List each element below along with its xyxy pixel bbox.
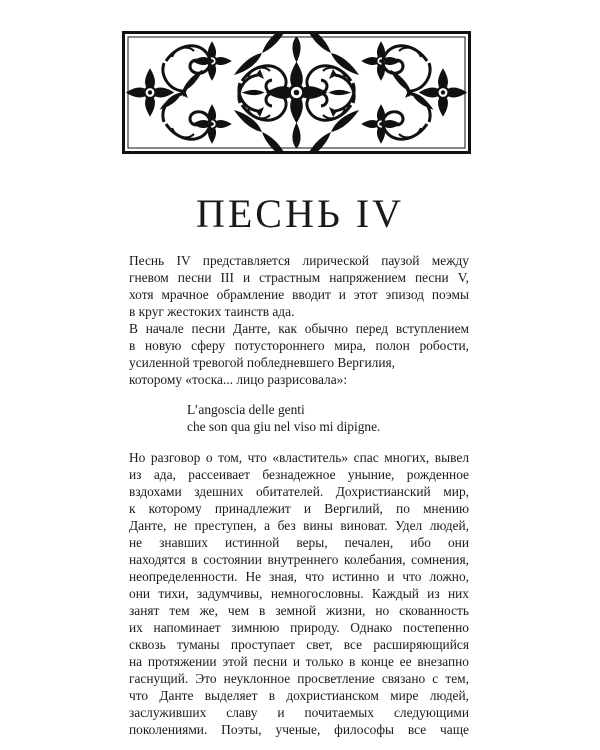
text-line: на протяжении этой песни и только в конце ее внезапно [129,654,469,669]
text-line: Песнь IV представляется лирической паузой между [129,253,469,268]
text-line: они тихи, задумчивы, немногословны. Каждый из них [129,586,469,601]
text-line: заслуживших славу и почитаемых следующими [129,705,469,720]
decorative-ornament-frame [122,31,471,154]
text-line: в круг жестоких таинств ада. [129,304,295,319]
text-line: находятся в состоянии внутреннего колебания, сомнения, [129,552,469,567]
verse-line: L’angoscia delle genti [187,402,305,417]
text-line: усиленной тревогой побледневшего Вергилия, [129,355,395,370]
text-line: вздохами здешних обитателей. Дохристианский мир, [129,484,469,499]
verse-line: che son qua giu nel viso mi dipigne. [187,419,381,434]
text-line: к которому принадлежит и Вергилий, по мнению [129,501,469,516]
text-line: занят тем же, чем в земной жизни, но скованность [129,603,469,618]
text-line: сквозь туманы проступает свет, все расширяющийся [129,637,469,652]
text-line: что Данте выделяет в дохристианском мире людей, [129,688,469,703]
text-line: в новую сферу потустороннего мира, полон робости, [129,338,469,353]
text-line: Данте, не преступен, а без вины виноват. Удел людей, [129,518,469,533]
page-title: ПЕСНЬ IV [195,191,405,236]
text-line: поколениями. Поэты, ученые, философы все чаще [129,722,469,737]
text-line: из ада, рассеивает безнадежное уныние, рожденное [129,467,469,482]
text-line: которому «тоска... лицо разрисовала»: [129,372,348,387]
text-line: их напоминает зимнюю природу. Однако постепенно [129,620,469,635]
text-line: гаснущий. Это неуклонное просветление связано с тем, [129,671,469,686]
text-line: не знавших истинной веры, печален, ибо они [129,535,469,550]
text-line: В начале песни Данте, как обычно перед вступлением [129,321,469,336]
text-line: неопределенности. Не зная, что истинно и что ложно, [129,569,469,584]
text-line: Но разговор о том, что «властитель» спас многих, вывел [129,450,469,465]
text-line: хотя мрачное обрамление вводит и этот эпизод поэмы [129,287,469,302]
text-line: гневом песни III и страстным напряжением песни V, [129,270,469,285]
